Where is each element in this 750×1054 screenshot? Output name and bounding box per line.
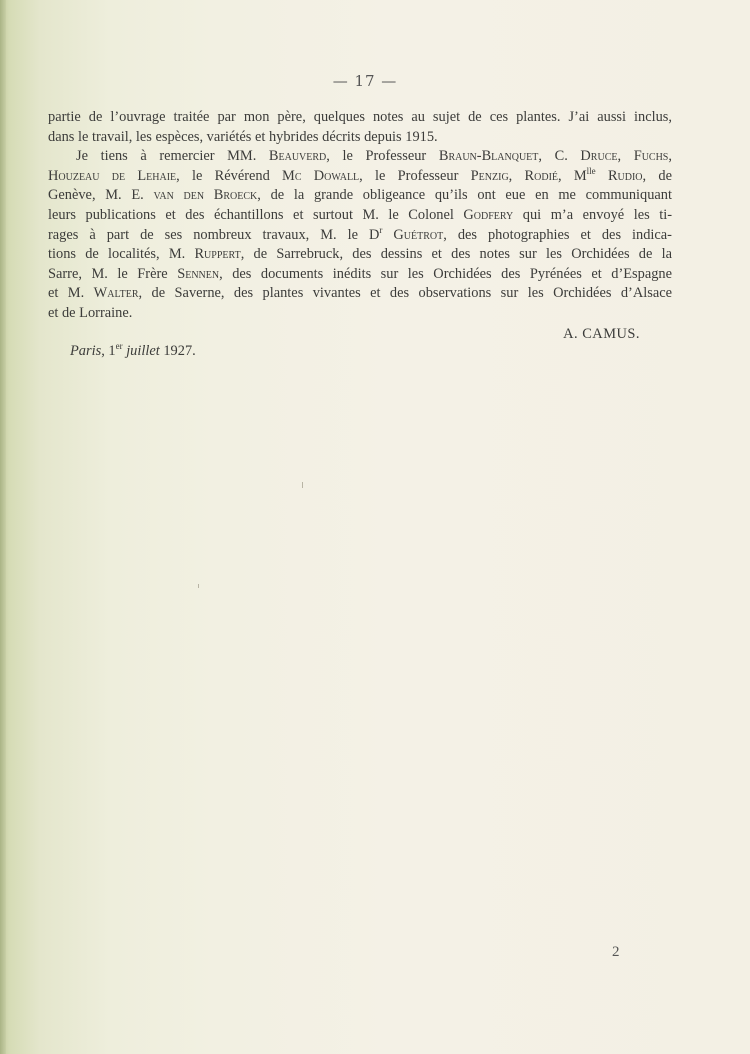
text-line: Sarre, M. le Frère Sennen, des documents inédits sur les Orchidées des Pyrénées et d’Espagne xyxy=(48,265,672,282)
place-name: Paris xyxy=(70,343,102,359)
person-name: Houzeau de Lehaie xyxy=(48,167,177,184)
text-line: et de Lorraine. xyxy=(48,304,133,321)
place-date-line: Paris, 1er juillet 1927. xyxy=(70,341,196,359)
page-number: — 17 — xyxy=(332,72,398,90)
paper-speck xyxy=(198,584,199,588)
text-line: dans le travail, les espèces, variétés et hybrides décrits depuis 1915. xyxy=(48,128,438,145)
person-name: Godfery xyxy=(463,206,514,223)
text-line: leurs publications et des échantillons et surtout M. le Colonel Godfery qui m’a envoyé les ti- xyxy=(48,206,672,223)
text-line: et M. Walter, de Saverne, des plantes vivantes et des observations sur les Orchidées d’Alsace xyxy=(48,285,672,302)
person-name: Druce xyxy=(580,148,618,165)
person-name: Ruppert xyxy=(194,246,241,263)
person-name: Sennen xyxy=(177,265,220,282)
superscript: er xyxy=(115,341,123,352)
superscript: r xyxy=(379,225,383,235)
body-text xyxy=(48,108,672,324)
person-name: Penzig xyxy=(470,167,509,184)
person-name: Fuchs xyxy=(633,148,669,165)
paper-speck xyxy=(302,482,303,488)
superscript: lle xyxy=(586,166,596,176)
month-name: juillet xyxy=(126,343,160,359)
person-name: Beauverd xyxy=(268,148,327,165)
text-line: Genève, M. E. van den Broeck, de la grande obligeance qu’ils ont eue en me communiquant xyxy=(48,187,672,204)
printer-signature-mark: 2 xyxy=(612,944,620,960)
text-line: rages à part de ses nombreux travaux, M. le $D^r$ Guétrot, des photographies et des indica- xyxy=(48,225,672,243)
person-name: Walter xyxy=(93,285,139,302)
person-name: van den Broeck xyxy=(153,187,258,204)
binding-edge xyxy=(0,0,6,1054)
person-name: Braun-Blanquet xyxy=(438,148,539,165)
person-name: Rudio xyxy=(607,167,643,184)
text-line: partie de l’ouvrage traitée par mon père, quelques notes au sujet de ces plantes. J’ai aussi inclus, xyxy=(48,109,672,125)
text-line: Je tiens à remercier MM. Beauverd, le Professeur Braun-Blanquet, C. Druce, Fuchs, xyxy=(76,148,672,165)
text-line: tions de localités, M. Ruppert, de Sarrebruck, des dessins et des notes sur les Orchidées de la xyxy=(48,246,672,263)
person-name: Guétrot xyxy=(393,226,444,243)
person-name: Rodié xyxy=(524,167,559,184)
author-signature: A. CAMUS. xyxy=(563,326,640,342)
text-line: Houzeau de Lehaie, le Révérend Mc Dowall, le Professeur Penzig, Rodié, $M^{lle}$ Rudio, de xyxy=(48,166,672,184)
person-name: Mc Dowall xyxy=(282,167,360,184)
